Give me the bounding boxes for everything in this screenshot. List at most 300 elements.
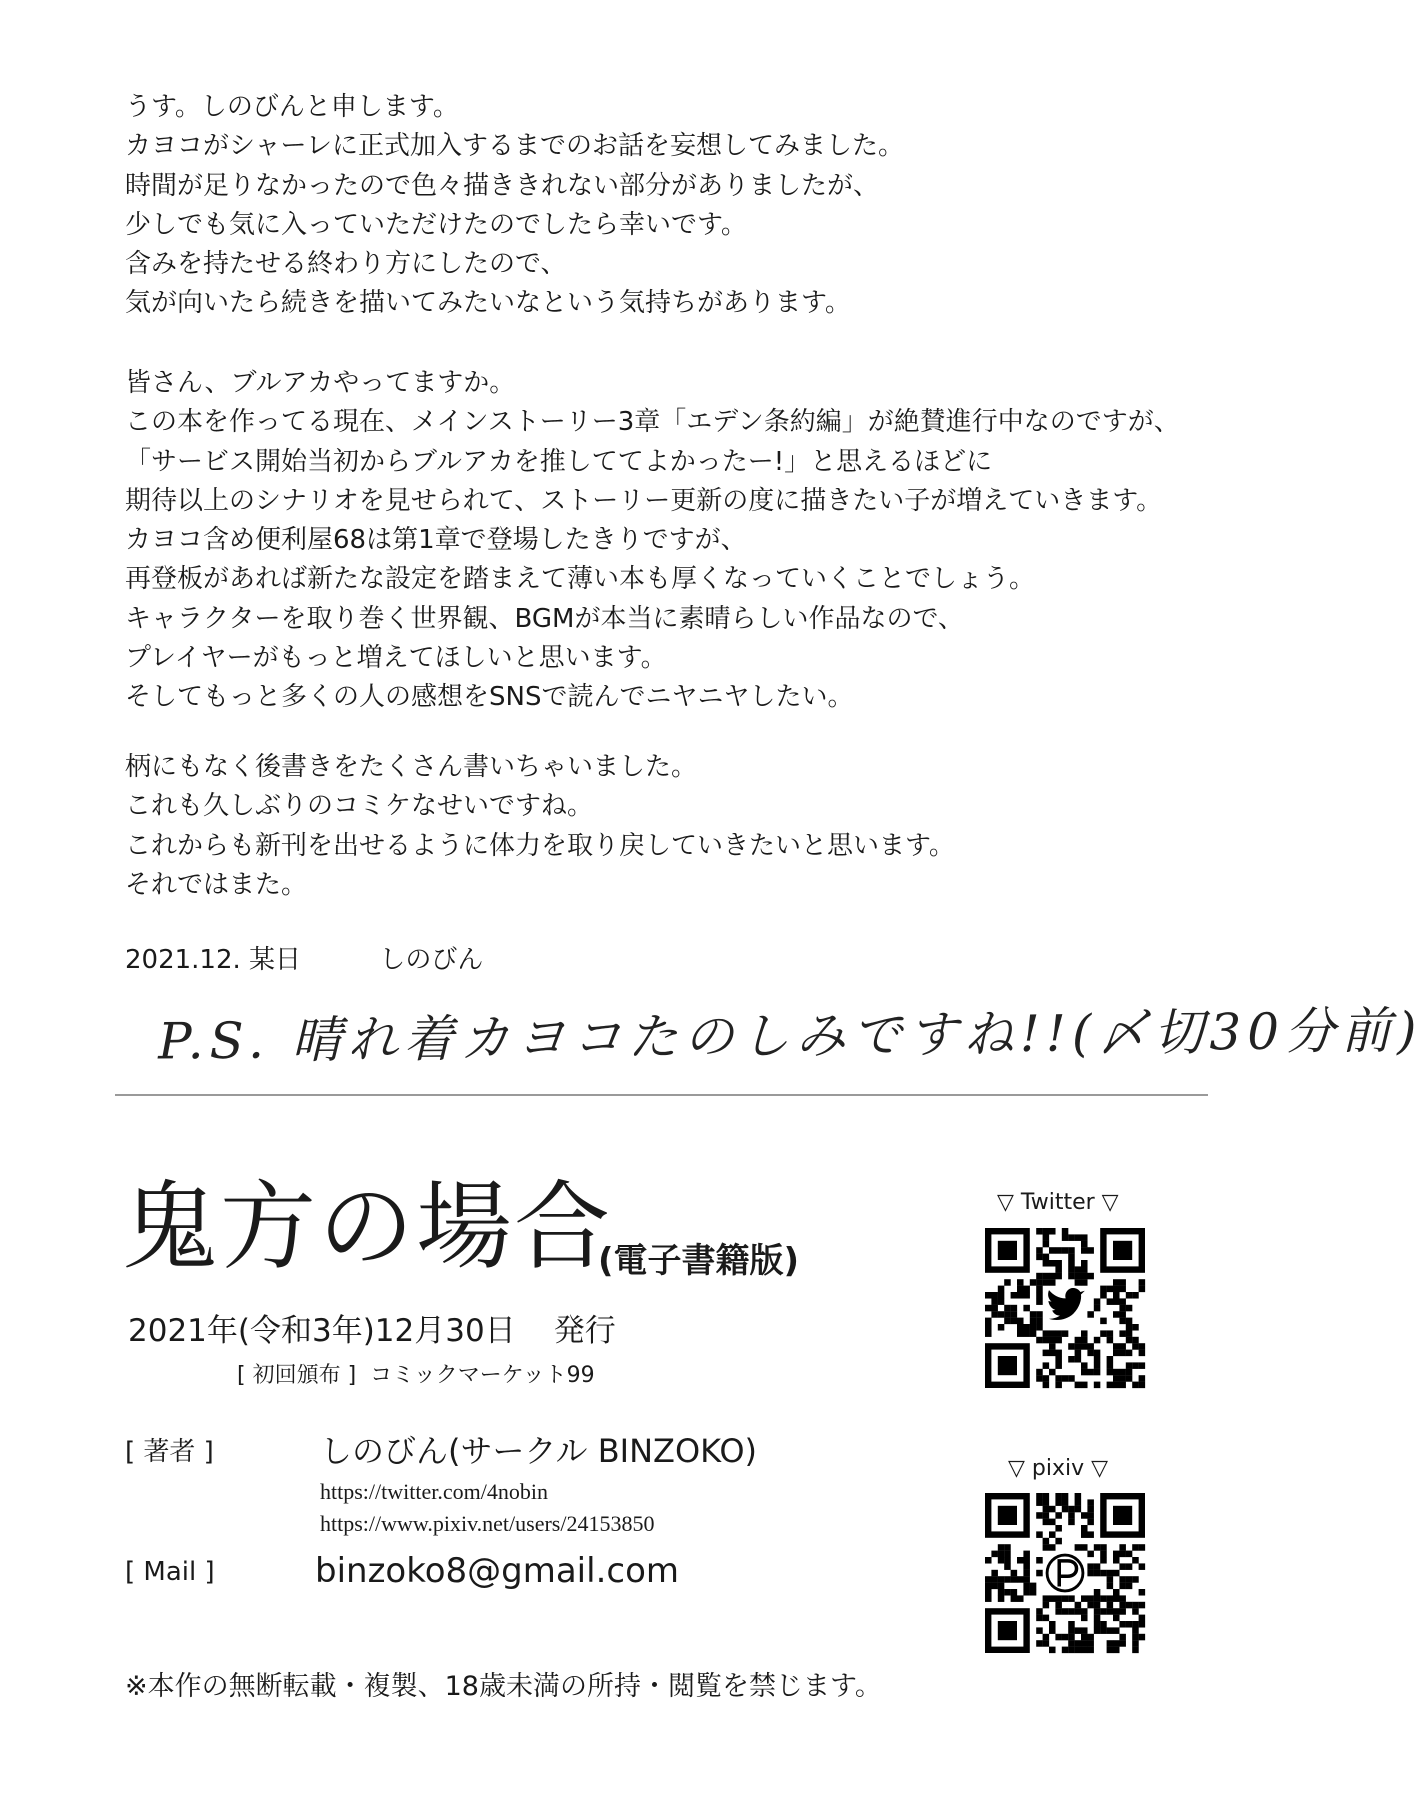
qr-module [1068, 1247, 1075, 1254]
qr-module [1132, 1544, 1139, 1551]
pixiv-url[interactable]: https://www.pixiv.net/users/24153850 [320, 1511, 655, 1536]
qr-module [1036, 1254, 1043, 1261]
qr-module [1017, 1318, 1024, 1325]
qr-module [1055, 1499, 1062, 1506]
qr-module [1107, 1337, 1114, 1344]
qr-module [1139, 1589, 1146, 1596]
afterword-line: 「サービス開始当初からブルアカを推しててよかったー!」と思えるほどに [125, 446, 993, 477]
qr-module [1094, 1350, 1101, 1357]
qr-module [1081, 1273, 1088, 1280]
qr-module [1049, 1506, 1056, 1513]
qr-module [1107, 1286, 1114, 1293]
qr-module [1081, 1247, 1088, 1254]
qr-module [1132, 1608, 1139, 1615]
qr-module [1081, 1266, 1088, 1273]
qr-module [1036, 1311, 1043, 1318]
qr-finder-pattern [1100, 1493, 1145, 1538]
qr-module [1043, 1362, 1050, 1369]
qr-module [1119, 1602, 1126, 1609]
issue-label: 発行 [553, 1313, 616, 1349]
qr-module [998, 1324, 1005, 1331]
qr-module [1068, 1273, 1075, 1280]
twitter-qr-code[interactable] [985, 1228, 1145, 1388]
qr-module [1094, 1602, 1101, 1609]
qr-module [985, 1318, 992, 1325]
qr-module [1049, 1350, 1056, 1357]
qr-module [1113, 1369, 1120, 1376]
qr-module [1126, 1369, 1133, 1376]
qr-module [1126, 1602, 1133, 1609]
qr-module [1087, 1570, 1094, 1577]
qr-module [1087, 1602, 1094, 1609]
qr-finder-pattern [985, 1343, 1030, 1388]
author-value: しのびん(サークル BINZOKO) [320, 1432, 758, 1470]
qr-module [1004, 1551, 1011, 1558]
qr-module [998, 1589, 1005, 1596]
qr-module [1132, 1557, 1139, 1564]
qr-module [1094, 1627, 1101, 1634]
qr-module [1023, 1551, 1030, 1558]
mail-label: [ Mail ] [125, 1557, 215, 1587]
qr-module [1062, 1499, 1069, 1506]
qr-module [1113, 1350, 1120, 1357]
qr-module [1062, 1595, 1069, 1602]
qr-module [1075, 1382, 1082, 1389]
afterword-line: カヨコ含め便利屋68は第1章で登場したきりですが、 [125, 525, 747, 556]
qr-module [1107, 1576, 1114, 1583]
qr-module [1011, 1311, 1018, 1318]
qr-module [1126, 1324, 1133, 1331]
qr-module [1004, 1557, 1011, 1564]
qr-module [1043, 1260, 1050, 1267]
qr-module [1081, 1260, 1088, 1267]
qr-module [1049, 1627, 1056, 1634]
qr-module [1100, 1318, 1107, 1325]
qr-module [1126, 1621, 1133, 1628]
qr-module [998, 1292, 1005, 1299]
qr-module [1139, 1634, 1146, 1641]
qr-module [1119, 1279, 1126, 1286]
qr-module [1055, 1525, 1062, 1532]
qr-module [1113, 1595, 1120, 1602]
qr-module [1132, 1362, 1139, 1369]
qr-module [1139, 1362, 1146, 1369]
qr-module [1119, 1305, 1126, 1312]
qr-module [1094, 1589, 1101, 1596]
pixiv-qr-code[interactable] [985, 1493, 1145, 1653]
qr-module [998, 1557, 1005, 1564]
qr-module [1036, 1557, 1043, 1564]
qr-module [1100, 1292, 1107, 1299]
qr-module [1023, 1292, 1030, 1299]
qr-module [1068, 1595, 1075, 1602]
qr-module [985, 1324, 992, 1331]
qr-module [1139, 1615, 1146, 1622]
qr-module [1113, 1286, 1120, 1293]
qr-module [998, 1544, 1005, 1551]
qr-module [1087, 1499, 1094, 1506]
afterword-line: 再登板があれば新たな設定を踏まえて薄い本も厚くなっていくことでしょう。 [125, 564, 1036, 595]
qr-module [985, 1583, 992, 1590]
qr-module [1043, 1602, 1050, 1609]
qr-module [1119, 1382, 1126, 1389]
qr-module [1043, 1512, 1050, 1519]
qr-module [1119, 1583, 1126, 1590]
qr-module [1004, 1311, 1011, 1318]
qr-module [1004, 1544, 1011, 1551]
qr-finder-pattern [1100, 1228, 1145, 1273]
qr-module [1087, 1551, 1094, 1558]
qr-module [1081, 1634, 1088, 1641]
qr-module [1043, 1330, 1050, 1337]
qr-module [1132, 1324, 1139, 1331]
qr-module [1094, 1356, 1101, 1363]
qr-module [1030, 1330, 1037, 1337]
qr-module [1043, 1634, 1050, 1641]
qr-module [1087, 1634, 1094, 1641]
qr-module [1094, 1615, 1101, 1622]
qr-module [991, 1583, 998, 1590]
qr-module [1132, 1576, 1139, 1583]
qr-module [1113, 1279, 1120, 1286]
qr-module [1036, 1298, 1043, 1305]
qr-module [1068, 1375, 1075, 1382]
qr-module [1107, 1356, 1114, 1363]
qr-module [1081, 1337, 1088, 1344]
qr-module [1126, 1305, 1133, 1312]
qr-module [1043, 1640, 1050, 1647]
qr-module [1068, 1356, 1075, 1363]
qr-module [1094, 1382, 1101, 1389]
qr-module [1094, 1563, 1101, 1570]
qr-module [998, 1583, 1005, 1590]
qr-module [1126, 1362, 1133, 1369]
qr-module [1081, 1647, 1088, 1654]
qr-module [1119, 1595, 1126, 1602]
qr-module [1119, 1640, 1126, 1647]
qr-module [998, 1551, 1005, 1558]
twitter-url[interactable]: https://twitter.com/4nobin [320, 1479, 548, 1504]
qr-module [1062, 1234, 1069, 1241]
qr-module [1049, 1369, 1056, 1376]
qr-module [1055, 1493, 1062, 1500]
twitter-qr-label: ▽ Twitter ▽ [997, 1190, 1119, 1215]
qr-module [1043, 1375, 1050, 1382]
qr-module [1062, 1634, 1069, 1641]
qr-module [1094, 1337, 1101, 1344]
qr-module [1036, 1627, 1043, 1634]
qr-module [1081, 1595, 1088, 1602]
qr-module [1100, 1330, 1107, 1337]
qr-module [1119, 1608, 1126, 1615]
qr-module [1107, 1369, 1114, 1376]
qr-module [1126, 1563, 1133, 1570]
qr-module [1139, 1343, 1146, 1350]
qr-module [1126, 1576, 1133, 1583]
qr-module [1055, 1260, 1062, 1267]
afterword-line: キャラクターを取り巻く世界観、BGMが本当に素晴らしい作品なので、 [125, 603, 964, 634]
qr-module [985, 1589, 992, 1596]
afterword-line: カヨコがシャーレに正式加入するまでのお話を妄想してみました。 [125, 131, 904, 162]
qr-module [1081, 1362, 1088, 1369]
qr-module [1023, 1570, 1030, 1577]
qr-module [1119, 1298, 1126, 1305]
qr-module [1017, 1576, 1024, 1583]
qr-module [1055, 1512, 1062, 1519]
qr-module [1113, 1375, 1120, 1382]
afterword-line: プレイヤーがもっと増えてほしいと思います。 [125, 643, 667, 674]
qr-module [1075, 1544, 1082, 1551]
qr-module [1062, 1228, 1069, 1235]
qr-module [1049, 1531, 1056, 1538]
qr-module [1107, 1640, 1114, 1647]
first-dist-label: [ 初回頒布 ] [237, 1363, 357, 1388]
qr-module [991, 1305, 998, 1312]
afterword-line: 柄にもなく後書きをたくさん書いちゃいました。 [125, 752, 698, 782]
qr-module [1087, 1343, 1094, 1350]
qr-module [1139, 1286, 1146, 1293]
qr-module [1132, 1627, 1139, 1634]
qr-module [1036, 1286, 1043, 1293]
qr-module [1036, 1337, 1043, 1344]
qr-module [1113, 1627, 1120, 1634]
qr-module [1068, 1343, 1075, 1350]
afterword-line: 気が向いたら続きを描いてみたいなという気持ちがあります。 [125, 288, 851, 319]
qr-module [1075, 1499, 1082, 1506]
qr-module [1107, 1583, 1114, 1590]
qr-module [1075, 1356, 1082, 1363]
qr-module [1113, 1557, 1120, 1564]
qr-module [1139, 1279, 1146, 1286]
qr-module [1119, 1634, 1126, 1641]
qr-module [1132, 1621, 1139, 1628]
qr-module [1004, 1576, 1011, 1583]
qr-module [1119, 1286, 1126, 1293]
qr-module [1036, 1292, 1043, 1299]
afterword-line: 含みを持たせる終わり方にしたので、 [125, 249, 567, 280]
qr-module [1043, 1519, 1050, 1526]
qr-module [1036, 1375, 1043, 1382]
qr-module [1011, 1576, 1018, 1583]
qr-module [991, 1576, 998, 1583]
qr-module [1132, 1602, 1139, 1609]
qr-module [1107, 1647, 1114, 1654]
qr-module [1017, 1279, 1024, 1286]
qr-module [1055, 1375, 1062, 1382]
qr-module [1043, 1382, 1050, 1389]
qr-module [998, 1286, 1005, 1293]
qr-module [1119, 1576, 1126, 1583]
qr-module [1100, 1595, 1107, 1602]
qr-module [1107, 1298, 1114, 1305]
qr-module [985, 1557, 992, 1564]
qr-module [1132, 1647, 1139, 1654]
qr-module [1087, 1563, 1094, 1570]
qr-module [1068, 1634, 1075, 1641]
qr-module [1126, 1375, 1133, 1382]
qr-module [1107, 1330, 1114, 1337]
qr-module [1119, 1551, 1126, 1558]
qr-module [1068, 1608, 1075, 1615]
qr-module [1036, 1640, 1043, 1647]
qr-module [1055, 1273, 1062, 1280]
qr-module [1043, 1234, 1050, 1241]
afterword-line: そしてもっと多くの人の感想をSNSで読んでニヤニヤしたい。 [125, 682, 854, 713]
afterword-paragraph-3 [125, 748, 955, 905]
qr-module [1113, 1640, 1120, 1647]
qr-module [1126, 1318, 1133, 1325]
qr-module [1087, 1647, 1094, 1654]
afterword-line: これも久しぶりのコミケなせいですね。 [125, 791, 594, 822]
qr-module [1132, 1634, 1139, 1641]
qr-module [1030, 1583, 1037, 1590]
qr-module [1107, 1362, 1114, 1369]
qr-module [1068, 1627, 1075, 1634]
qr-module [1062, 1506, 1069, 1513]
qr-module [1043, 1241, 1050, 1248]
qr-module [1081, 1608, 1088, 1615]
qr-module [1055, 1330, 1062, 1337]
qr-module [1107, 1608, 1114, 1615]
qr-module [1023, 1583, 1030, 1590]
qr-module [1087, 1311, 1094, 1318]
qr-module [1100, 1621, 1107, 1628]
qr-module [1017, 1292, 1024, 1299]
qr-module [1094, 1544, 1101, 1551]
afterword-author: しのびん [379, 945, 484, 975]
qr-module [1126, 1583, 1133, 1590]
qr-module [1100, 1608, 1107, 1615]
qr-module [1043, 1228, 1050, 1235]
qr-module [1113, 1311, 1120, 1318]
qr-module [1094, 1570, 1101, 1577]
qr-module [1055, 1247, 1062, 1254]
qr-module [1075, 1343, 1082, 1350]
qr-module [1062, 1247, 1069, 1254]
qr-module [1119, 1318, 1126, 1325]
qr-module [1017, 1595, 1024, 1602]
qr-module [1087, 1595, 1094, 1602]
qr-module [1119, 1621, 1126, 1628]
qr-module [1068, 1506, 1075, 1513]
qr-module [1011, 1305, 1018, 1312]
qr-module [1017, 1286, 1024, 1293]
qr-module [1011, 1570, 1018, 1577]
qr-module [1043, 1506, 1050, 1513]
qr-module [1113, 1615, 1120, 1622]
qr-module [1049, 1519, 1056, 1526]
qr-module [1043, 1493, 1050, 1500]
qr-module [1036, 1369, 1043, 1376]
afterword-paragraph-1 [125, 88, 904, 324]
qr-module [1107, 1570, 1114, 1577]
qr-module [1094, 1621, 1101, 1628]
qr-module [1081, 1615, 1088, 1622]
qr-module [1004, 1305, 1011, 1312]
qr-module [1049, 1595, 1056, 1602]
qr-module [991, 1298, 998, 1305]
qr-module [1075, 1506, 1082, 1513]
issue-line [128, 1305, 616, 1350]
qr-module [1094, 1305, 1101, 1312]
qr-module [1132, 1343, 1139, 1350]
qr-module [1004, 1589, 1011, 1596]
qr-module [1132, 1640, 1139, 1647]
qr-module [1075, 1337, 1082, 1344]
qr-module [1023, 1563, 1030, 1570]
qr-module [1049, 1273, 1056, 1280]
qr-module [1036, 1247, 1043, 1254]
qr-module [1075, 1493, 1082, 1500]
qr-module [1049, 1544, 1056, 1551]
qr-module [1107, 1602, 1114, 1609]
qr-module [1062, 1647, 1069, 1654]
qr-module [1087, 1640, 1094, 1647]
first-dist-event: コミックマーケット99 [370, 1363, 595, 1388]
qr-module [1068, 1254, 1075, 1261]
qr-module [1036, 1318, 1043, 1325]
qr-module [1036, 1499, 1043, 1506]
qr-module [1023, 1286, 1030, 1293]
qr-module [1081, 1531, 1088, 1538]
qr-module [1036, 1570, 1043, 1577]
qr-module [1087, 1531, 1094, 1538]
qr-module [1068, 1640, 1075, 1647]
qr-module [1030, 1318, 1037, 1325]
afterword-line: 少しでも気に入っていただけたのでしたら幸いです。 [125, 209, 747, 240]
qr-module [1017, 1557, 1024, 1564]
qr-module [1036, 1273, 1043, 1280]
afterword-paragraph-2 [125, 364, 1180, 718]
qr-module [1081, 1234, 1088, 1241]
qr-module [1081, 1279, 1088, 1286]
qr-module [1068, 1260, 1075, 1267]
qr-module [1011, 1589, 1018, 1596]
qr-module [1119, 1375, 1126, 1382]
qr-module [1043, 1615, 1050, 1622]
qr-module [1023, 1576, 1030, 1583]
qr-module [1126, 1350, 1133, 1357]
qr-module [1049, 1343, 1056, 1350]
qr-module [1036, 1228, 1043, 1235]
qr-module [1094, 1298, 1101, 1305]
qr-module [1023, 1305, 1030, 1312]
qr-module [1087, 1506, 1094, 1513]
qr-module [1068, 1519, 1075, 1526]
qr-module [1132, 1292, 1139, 1299]
qr-module [1113, 1382, 1120, 1389]
qr-module [1023, 1330, 1030, 1337]
qr-module [1081, 1382, 1088, 1389]
afterword-line: この本を作ってる現在、メインストーリー3章「エデン条約編」が絶賛進行中なのですが、 [125, 407, 1180, 438]
qr-module [1075, 1640, 1082, 1647]
qr-module [998, 1595, 1005, 1602]
qr-module [1100, 1286, 1107, 1293]
mail-address[interactable]: binzoko8@gmail.com [315, 1551, 679, 1591]
divider-line [115, 1094, 1208, 1096]
qr-module [1113, 1647, 1120, 1654]
qr-module [1017, 1324, 1024, 1331]
qr-module [1139, 1350, 1146, 1357]
qr-module [1062, 1608, 1069, 1615]
qr-module [998, 1298, 1005, 1305]
copyright-notice: ※本作の無断転載・複製、18歳未満の所持・閲覧を禁じます。 [125, 1671, 882, 1702]
qr-module [1004, 1279, 1011, 1286]
qr-module [1049, 1647, 1056, 1654]
first-distribution [237, 1358, 595, 1389]
qr-module [1049, 1279, 1056, 1286]
qr-module [991, 1292, 998, 1299]
